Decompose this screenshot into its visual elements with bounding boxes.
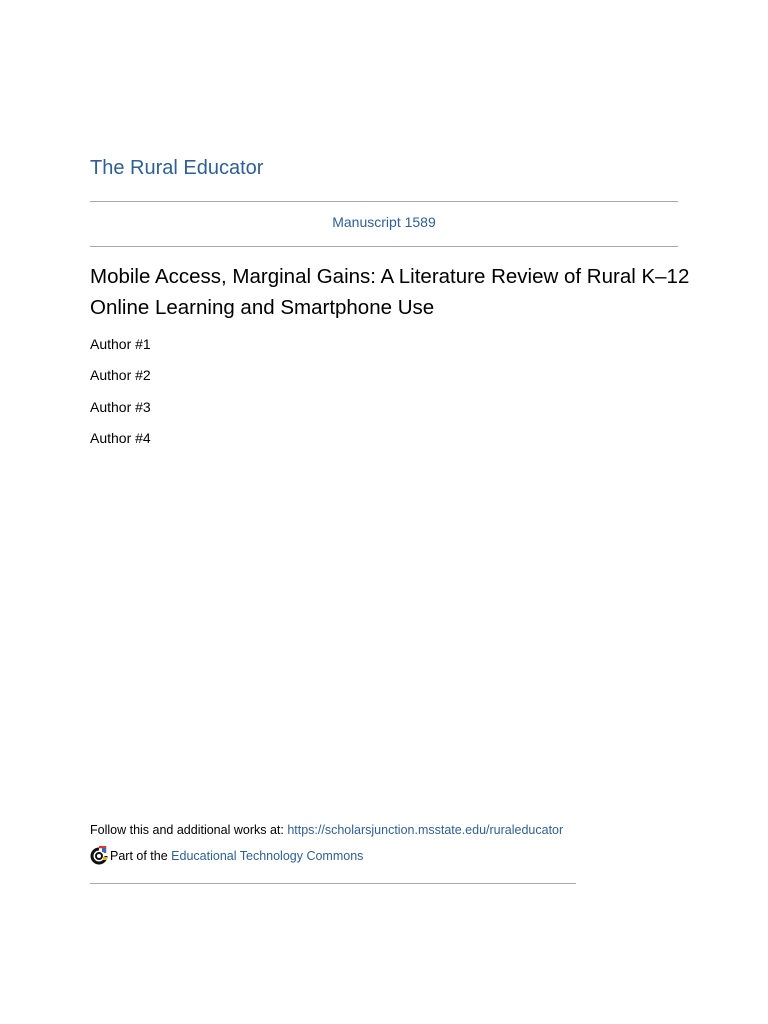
header-divider-bottom: [90, 246, 678, 247]
footer-divider: [90, 883, 576, 884]
header-divider-top: [90, 201, 678, 202]
author-item: Author #4: [90, 429, 151, 446]
author-list: [90, 335, 151, 460]
network-commons-icon: [90, 846, 108, 866]
follow-line: [90, 823, 563, 837]
repository-url-link[interactable]: https://scholarsjunction.msstate.edu/ruraleducator: [287, 823, 564, 837]
part-of-line: [90, 846, 363, 866]
author-item: Author #3: [90, 398, 151, 415]
author-item: Author #2: [90, 367, 151, 384]
commons-discipline-link[interactable]: Educational Technology Commons: [171, 849, 364, 863]
author-item: Author #1: [90, 336, 151, 352]
part-of-text: Part of the: [110, 849, 168, 863]
follow-text: Follow this and additional works at:: [90, 823, 288, 837]
journal-title-link[interactable]: The Rural Educator: [90, 157, 264, 179]
article-title: Mobile Access, Marginal Gains: A Literature Review of Rural K–12 Online Learning and Smartphone Use: [90, 265, 690, 319]
manuscript-number-link[interactable]: Manuscript 1589: [332, 214, 436, 230]
